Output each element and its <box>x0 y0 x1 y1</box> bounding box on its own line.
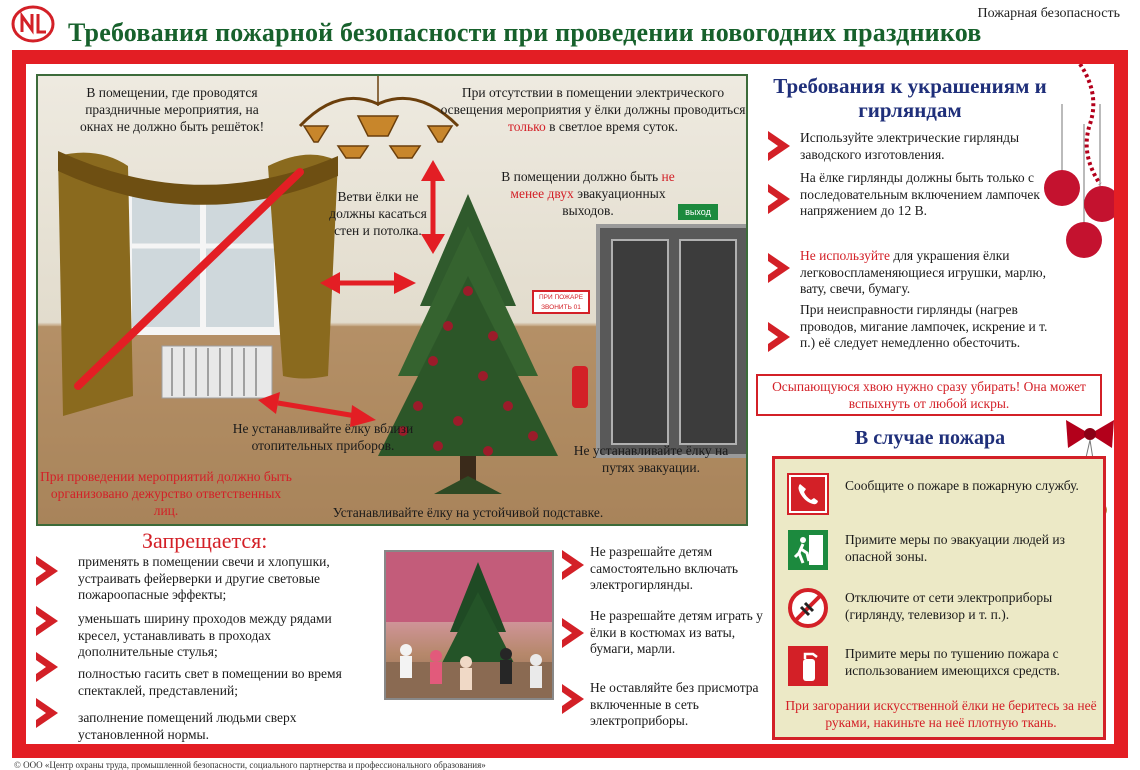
arrow-icon <box>562 618 584 648</box>
category-label: Пожарная безопасность <box>977 6 1120 21</box>
arrow-icon <box>768 322 790 352</box>
fire-item-text: Примите меры по эвакуации людей из опасной зоны. <box>845 532 1065 564</box>
forbidden-item: полностью гасить свет в помещении во время спектаклей, представлений; <box>78 666 342 698</box>
forbidden-title: Запрещается: <box>142 528 268 553</box>
fire-item-text: Примите меры по тушению пожара с использованием имеющихся средств. <box>845 646 1060 678</box>
children-item: Не разрешайте детям самостоятельно включать электрогирлянды. <box>590 544 739 592</box>
decor-item-text: для украшения ёлки легковоспламеняющиеся игрушки, марлю, вату, свечи, бумагу. <box>800 248 1047 296</box>
exits-note-highlight: не менее двух <box>510 169 675 201</box>
forbidden-item: заполнение помещений людьми сверх установленной нормы. <box>78 710 297 742</box>
children-item: Не разрешайте детям играть у ёлки в костюмах из ваты, бумаги, марли. <box>590 608 763 656</box>
arrow-icon <box>562 550 584 580</box>
decor-item <box>800 130 1030 163</box>
arrow-icon <box>768 253 790 283</box>
exits-note-part2: эвакуационных выходов. <box>562 186 666 218</box>
duty-note: При проведении мероприятий должно быть организовано дежурство ответственных лиц. <box>40 469 292 518</box>
party-scene-illustration <box>386 552 554 700</box>
branches-note: Ветви ёлки не должны касаться стен и потолка. <box>329 189 427 238</box>
forbidden-item: уменьшать ширину проходов между рядами кресел, устанавливать в проходах дополнительные стулья; <box>78 611 332 659</box>
children-item: Не оставляйте без присмотра включенные в сеть электроприборы. <box>590 680 759 728</box>
fire-extinguisher-icon <box>787 645 829 687</box>
daylight-note-part1: При отсутствии в помещении электрического освещения мероприятия у ёлки должны проводиться <box>440 85 746 117</box>
daylight-note-highlight: только <box>507 119 546 134</box>
exits-note-part1: В помещении должно быть <box>501 169 659 184</box>
page-title: Требования пожарной безопасности при проведении новогодних праздников <box>68 18 982 47</box>
evacuation-exit-icon <box>787 529 829 571</box>
evacuation-path-note: Не устанавливайте ёлку на путях эвакуации. <box>573 443 729 475</box>
forbidden-item: применять в помещении свечи и хлопушки, устраивать фейерверки и другие световые пожароопасные эффекты; <box>78 554 330 602</box>
fire-item-text: Сообщите о пожаре в пожарную службу. <box>845 478 1079 493</box>
room-scene <box>36 74 748 526</box>
decor-item <box>800 302 1064 352</box>
arrow-icon <box>562 684 584 714</box>
decor-item-text: Используйте электрические гирлянды заводского изготовления. <box>800 130 1020 162</box>
daylight-note <box>438 84 748 135</box>
arrow-icon <box>36 556 58 586</box>
heater-note: Не устанавливайте ёлку вблизи отопительных приборов. <box>232 421 414 453</box>
fire-actions-box <box>772 456 1106 740</box>
arrow-icon <box>768 184 790 214</box>
decor-section-title: Требования к украшениям и гирляндам <box>773 74 1047 122</box>
decor-item-highlight: Не используйте <box>800 248 890 263</box>
stand-note: Устанавливайте ёлку на устойчивой подставке. <box>332 505 604 520</box>
organization-logo <box>10 4 56 44</box>
arrow-icon <box>768 131 790 161</box>
decor-item <box>800 248 1064 298</box>
phone-icon <box>787 473 829 515</box>
kids-party-photo <box>384 550 554 700</box>
needles-warning: Осыпающуюся хвою нужно сразу убирать! Она может вспыхнуть от любой искры. <box>756 374 1102 416</box>
decor-item-text: На ёлке гирлянды должны быть только с последовательным включением лампочек напряжением до 12 В. <box>800 170 1040 218</box>
daylight-note-part2: в светлое время суток. <box>549 119 678 134</box>
arrow-icon <box>36 698 58 728</box>
copyright: © ООО «Центр охраны труда, промышленной безопасности, социального партнерства и профессионального образования» <box>14 760 486 770</box>
fire-section-title: В случае пожара <box>854 427 1006 449</box>
decor-item <box>800 170 1044 220</box>
exits-note <box>496 168 680 219</box>
windows-note: В помещении, где проводятся праздничные мероприятия, на окнах не должно быть решёток! <box>79 85 265 134</box>
arrow-icon <box>36 652 58 682</box>
unplug-icon <box>787 587 829 629</box>
ornaments-decoration <box>1040 64 1114 264</box>
arrow-icon <box>36 606 58 636</box>
decor-item-text: При неисправности гирлянды (нагрев проводов, мигание лампочек, искрение и т. п.) её следует немедленно обесточить. <box>800 302 1048 350</box>
artificial-tree-note: При загорании искусственной ёлки не беритесь за неё руками, накиньте на неё плотную ткань. <box>785 698 1097 730</box>
fire-item-text: Отключите от сети электроприборы (гирлянду, телевизор и т. п.). <box>845 590 1053 622</box>
exit-sign: выход <box>678 204 718 220</box>
fire-phone-sign: ПРИ ПОЖАРЕ ЗВОНИТЬ 01 <box>532 290 590 314</box>
